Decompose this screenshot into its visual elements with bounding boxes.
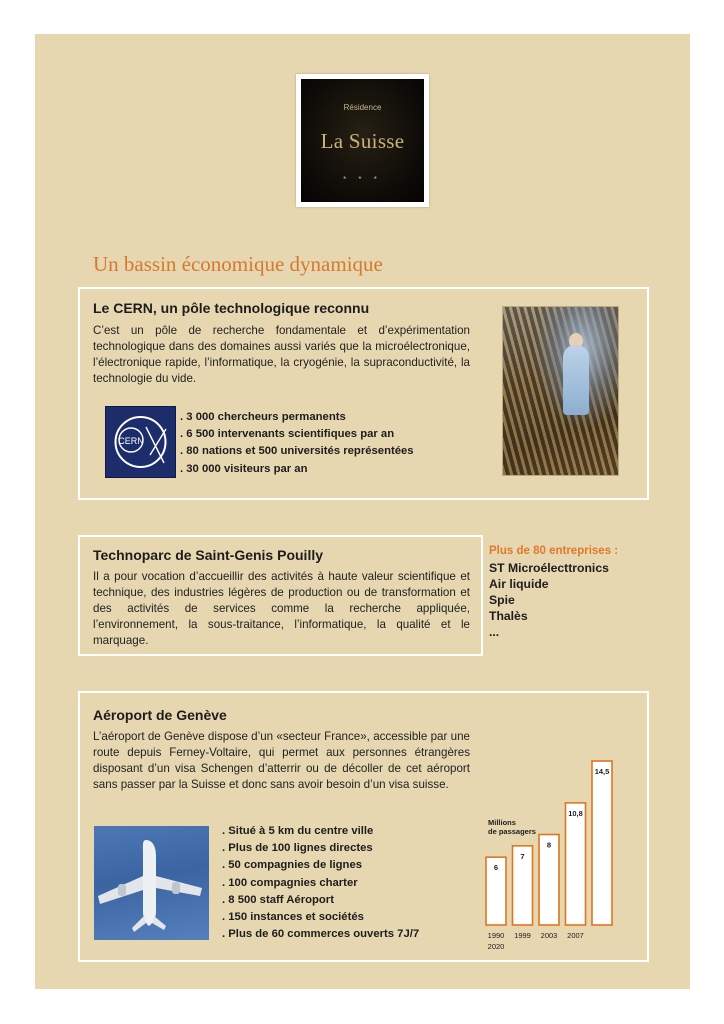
company-item: ST Microélecttronics xyxy=(489,561,609,575)
airport-fact: . Plus de 60 commerces ouverts 7J/7 xyxy=(222,928,420,941)
cern-logo xyxy=(105,406,176,478)
chart-bar xyxy=(592,761,612,925)
cern-logo-graphic xyxy=(106,407,175,477)
logo-name: La Suisse xyxy=(320,129,405,153)
page-heading: Un bassin économique dynamique xyxy=(93,252,383,276)
company-item: Thalès xyxy=(489,609,528,623)
chart-tick-label: 2020 xyxy=(487,942,505,951)
airplane-photo xyxy=(94,826,209,940)
logo-prefix: Résidence xyxy=(343,103,382,112)
airport-fact: . 150 instances et sociétés xyxy=(222,911,364,924)
airport-fact: . 100 compagnies charter xyxy=(222,876,358,889)
cern-photo xyxy=(502,306,619,476)
chart-data-label: 14,5 xyxy=(594,767,610,776)
airport-title: Aéroport de Genève xyxy=(93,707,227,723)
airport-fact: . 50 compagnies de lignes xyxy=(222,859,363,872)
airport-description: L’aéroport de Genève dispose d’un «secteur France», accessible par une route depuis Ferney-Voltaire, qui permet aux personnes étrangères disposant d’un visa Schengen d’atterrir ou de décoller de cet aéroport sans passer par la Suisse et donc sans avoir besoin d’un visa suisse. xyxy=(93,730,470,791)
technoparc-description: Il a pour vocation d’accueillir des activités à haute valeur scientifique et technique, des industries légères de production ou de transformation et des activités de services comme la recherche appliquée, l’environnement, la sous-traitance, l’informatique, la qualité et le marquage. xyxy=(93,570,470,647)
cern-fact: . 3 000 chercheurs permanents xyxy=(180,411,346,423)
chart-ylabel: Millions de passagers xyxy=(488,818,536,836)
chart-data-label: 10,8 xyxy=(568,808,583,818)
cern-logo-text: CERN xyxy=(118,436,144,446)
company-item: Spie xyxy=(489,593,515,607)
companies-list xyxy=(489,560,609,640)
cern-description: C’est un pôle de recherche fondamentale et d’expérimentation technologique dans des domaines aussi variés que la microélectronique, l’électronique rapide, l’informatique, la cryogénie, la supraconductivité, la technologie du vide. xyxy=(93,324,470,385)
airport-fact: . 8 500 staff Aéroport xyxy=(222,893,334,906)
company-item: ... xyxy=(489,625,500,639)
chart-tick-label: 2003 xyxy=(540,931,558,940)
cern-fact: . 6 500 intervenants scientifiques par an xyxy=(180,428,395,441)
airport-facts xyxy=(222,823,419,943)
chart-data-label: 8 xyxy=(546,840,552,850)
chart-tick-label: 1990 xyxy=(487,931,505,940)
cern-facts xyxy=(180,409,414,478)
logo-plate xyxy=(301,79,424,202)
chart-data-label: 6 xyxy=(493,863,499,873)
chart-data-label: 7 xyxy=(520,851,525,861)
airport-fact: . Plus de 100 lignes directes xyxy=(222,842,373,855)
cern-fact: . 30 000 visiteurs par an xyxy=(180,462,308,475)
company-item: Air liquide xyxy=(489,577,549,591)
chart-bar xyxy=(566,803,586,925)
technoparc-title: Technoparc de Saint-Genis Pouilly xyxy=(93,547,324,563)
passenger-chart xyxy=(480,755,640,955)
residence-logo xyxy=(296,74,429,207)
airport-fact: . Situé à 5 km du centre ville xyxy=(222,825,374,837)
logo-stars: * * * xyxy=(343,175,382,184)
chart-tick-label: 2007 xyxy=(567,931,584,940)
chart-tick-label: 1999 xyxy=(514,931,531,940)
cern-title: Le CERN, un pôle technologique reconnu xyxy=(93,300,370,316)
companies-title: Plus de 80 entreprises : xyxy=(489,545,619,557)
cern-fact: . 80 nations et 500 universités représentées xyxy=(180,445,414,458)
photo-scientist xyxy=(563,345,589,415)
airplane-graphic xyxy=(94,826,209,940)
